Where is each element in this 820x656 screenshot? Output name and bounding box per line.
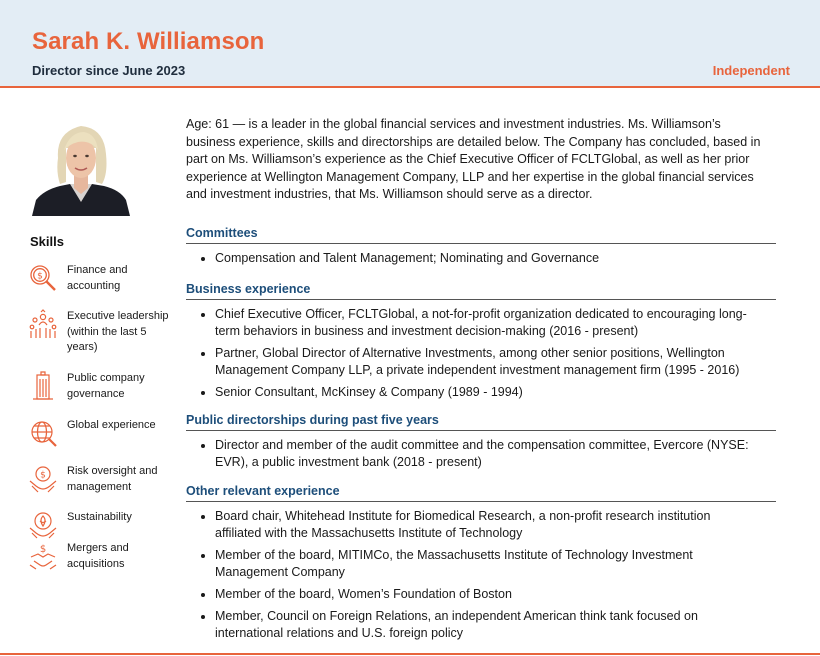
director-name: Sarah K. Williamson (32, 28, 265, 55)
svg-text:$: $ (40, 470, 46, 481)
skill-label: Mergers and acquisitions (67, 542, 129, 570)
section-title: Committees (186, 226, 776, 244)
leadership-icon (28, 309, 58, 339)
portrait-image (30, 118, 132, 216)
footer-divider (0, 653, 820, 655)
profile-header (0, 0, 820, 88)
skill-label: Global experience (67, 419, 156, 431)
skills-title: Skills (30, 234, 64, 249)
skill-label: Public company governance (67, 372, 145, 400)
list-item: Member of the board, MITIMCo, the Massachusetts Institute of Technology Investment Management Company (186, 547, 776, 581)
svg-text:$: $ (39, 544, 47, 555)
skill-label: Finance and accounting (67, 264, 128, 292)
other-experience-list (186, 508, 776, 642)
section-public-directorships (186, 413, 776, 476)
committee-list (186, 250, 776, 267)
handshake-icon (28, 541, 58, 571)
skill-label: Sustainability (67, 511, 132, 523)
list-item: Director and member of the audit committee and the compensation committee, Evercore (NYSE: EVR), a public investment bank (2018 - present) (186, 437, 776, 471)
director-photo (30, 118, 132, 216)
section-business-experience (186, 282, 776, 406)
globe-icon (28, 418, 58, 448)
list-item: Member, Council on Foreign Relations, an independent American think tank focused on international relations and U.S. foreign policy (186, 608, 776, 642)
building-icon (28, 371, 58, 401)
skill-label: Executive leadership (within the last 5 years) (67, 310, 169, 353)
section-title: Public directorships during past five years (186, 413, 776, 431)
director-since: Director since June 2023 (32, 63, 186, 78)
skill-governance (28, 371, 178, 411)
section-title: Other relevant experience (186, 484, 776, 502)
skill-label: Risk oversight and management (67, 465, 158, 493)
independence-status: Independent (712, 63, 790, 78)
finance-icon (28, 263, 58, 293)
list-item: Board chair, Whitehead Institute for Biomedical Research, a non-profit research institution affiliated with the Massachusetts Institute of Technology (186, 508, 776, 542)
skill-leadership (28, 309, 178, 353)
section-committees (186, 226, 776, 272)
list-item: Chief Executive Officer, FCLTGlobal, a not-for-profit organization dedicated to encouraging long-term behaviors in business and investment decision-making (2016 - present) (186, 306, 776, 340)
director-bio: Age: 61 — is a leader in the global financial services and investment industries. Ms. Williamson’s business experience, skills and directorships are detailed below. The Company has concluded, based in part on Ms. Williamson’s experience as the Chief Executive Officer of FCLTGlobal, as well as her prior experience at Wellington Management Company, LLP and her expertise in the global financial services and investment industries, that Ms. Williamson should serve as a director. (186, 117, 761, 201)
section-other-experience (186, 484, 776, 647)
skill-global (28, 418, 178, 458)
skill-risk (28, 464, 178, 504)
skill-finance (28, 263, 178, 303)
risk-icon (28, 464, 58, 494)
skill-mergers (28, 541, 178, 581)
list-item: Senior Consultant, McKinsey & Company (1989 - 1994) (186, 384, 776, 401)
business-list (186, 306, 776, 401)
public-directorship-list (186, 437, 776, 471)
svg-text:$: $ (37, 271, 43, 282)
list-item: Compensation and Talent Management; Nominating and Governance (186, 250, 776, 267)
list-item: Member of the board, Women’s Foundation of Boston (186, 586, 776, 603)
section-title: Business experience (186, 282, 776, 300)
sustainability-icon (28, 510, 58, 540)
list-item: Partner, Global Director of Alternative Investments, among other senior positions, Wellington Management Company LLP, a private independent investment management firm (1995 - 2016) (186, 345, 776, 379)
